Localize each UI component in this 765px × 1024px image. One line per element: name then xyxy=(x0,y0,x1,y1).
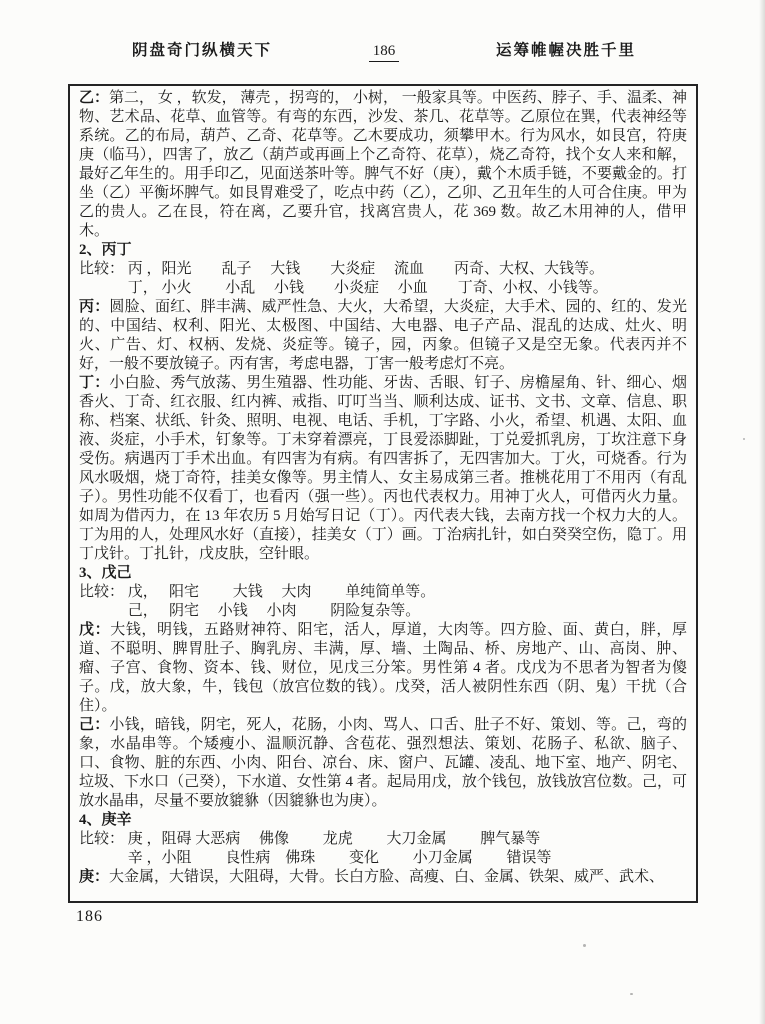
entry-ji-text: 小钱，暗钱，阴宅，死人，花肠，小肉、骂人、口舌、肚子不好、策划、等。己，弯的象，水晶串等。个矮瘦小、温顺沉静、含苞花、强烈想法、策划、花肠子、私欲、脑子、口、食物、脏的东西、小肉、阳台、凉台、床、窗户、瓦罐、凌乱、地下室、地产、阴宅、垃圾、下水口（己癸），下水道、女性第 4 者。起局用戊，放个钱包，放钱放宫位数。己，可放水晶串，尽量不要放貔貅（因貔貅也为庚）。 xyxy=(79,717,687,809)
entry-wu-text: 大钱，明钱，五路财神符、阳宅，活人，厚道，大肉等。四方脸、面、黄白，胖，厚道、不聪明、脾胃肚子、胸乳房、丰满，厚、墙、土陶品、桥、房地产、山、高岗、肿、瘤、子宫、食物、资本、钱、财位，见戊三分笨。男性第 4 者。戊戊为不思者为智者为傻子。戊，放大象，牛，钱包（放宫位数的钱）。戊癸，活人被阴性东西（阴、鬼）干扰（合住）。 xyxy=(79,622,687,714)
content-text xyxy=(70,86,696,887)
compare-ding-line: 丁， 小火 小乱 小钱 小炎症 小血 丁奇、小权、小钱等。 xyxy=(79,280,608,296)
entry-ding-label: 丁： xyxy=(79,375,110,391)
compare-wu-ji xyxy=(79,583,687,621)
compare-bing-ding-label: 比较： xyxy=(79,261,125,277)
compare-bing-line: 丙 ，阳光 乱子 大钱 大炎症 流血 丙奇、大权、大钱等。 xyxy=(124,261,605,277)
entry-ji-label: 己： xyxy=(79,717,110,733)
entry-bing xyxy=(79,298,687,374)
entry-yi xyxy=(79,89,687,241)
compare-geng-xin-label: 比较： xyxy=(79,831,125,847)
entry-geng-label: 庚： xyxy=(79,869,110,885)
entry-geng xyxy=(79,868,687,887)
compare-geng-line: 庚 ，阻碍 大恶病 佛像 龙虎 大刀金属 脾气暴等 xyxy=(124,831,541,847)
scan-edge-shade xyxy=(759,0,765,1024)
compare-xin-line: 辛 ，小阻 良性病 佛珠 变化 小刀金属 错误等 xyxy=(79,850,552,866)
entry-geng-text: 大金属，大错误，大阻碍，大骨。长白方脸、高瘦、白、金属、铁架、威严、武术、 xyxy=(109,869,665,885)
footer-page-number: 186 xyxy=(76,908,103,925)
section-heading-bing-ding: 2、丙丁 xyxy=(79,242,132,258)
content-frame xyxy=(68,84,698,903)
entry-ji xyxy=(79,716,687,811)
section-heading-geng-xin: 4、庚辛 xyxy=(79,812,132,828)
entry-bing-text: 圆脸、面红、胖丰满、威严性急、大火，大希望，大炎症，大手术、园的、红的、发光的、中国结、权利、阳光、太极图、中国结、大电器、电子产品、混乱的达成、灶火、明火、广告、灯、权柄、发烧、炎症等。镜子，园，丙象。但镜子又是空无象。代表丙并不好，一般不要放镜子。丙有害，考虑电器，丁害一般考虑灯不亮。 xyxy=(79,299,687,372)
header-right-title: 运筹帷幄决胜千里 xyxy=(495,42,636,59)
running-head xyxy=(68,38,700,62)
entry-bing-label: 丙： xyxy=(79,299,110,315)
entry-wu xyxy=(79,621,687,716)
header-left-title: 阴盘奇门纵横天下 xyxy=(132,42,273,59)
scan-speck xyxy=(743,438,745,440)
entry-ding xyxy=(79,374,687,564)
entry-yi-text: 第二， 女 ，软发， 薄壳 ，拐弯的， 小树， 一般家具等。中医药、脖子、手、温柔、神物、艺术品、花草、血管等。有弯的东西，沙发、茶几、花草等。乙原位在巽，代表神经等系统。乙的布局，葫芦、乙奇、花草等。乙木要成功，须攀甲木。行为风水，如艮宫，符庚庚（临马），四害了，放乙（葫芦或再画上个乙奇符、花草），烧乙奇符，找个女人来和解，最好乙年生的。用手印乙，见面送茶叶等。脾气不好（庚），戴个木质手链，不要戴金的。打坐（乙）平衡坏脾气。如艮胃难受了，吃点中药（乙），乙卯、乙丑年生的人可合住庚。甲为乙的贵人。乙在艮，符在离，乙要升官，找离宫贵人，花 369 数。故乙木用神的人，借甲木。 xyxy=(79,90,687,239)
compare-bing-ding xyxy=(79,260,687,298)
compare-wu-line: 戊， 阳宅 大钱 大肉 单纯简单等。 xyxy=(124,584,436,600)
header-page-number: 186 xyxy=(369,43,400,62)
scan-speck xyxy=(583,944,586,947)
compare-geng-xin xyxy=(79,830,687,868)
compare-ji-line: 己， 阴宅 小钱 小肉 阴险复杂等。 xyxy=(79,603,421,619)
section-heading-wu-ji: 3、戊己 xyxy=(79,565,132,581)
compare-wu-ji-label: 比较： xyxy=(79,584,125,600)
scan-speck xyxy=(630,993,633,995)
entry-yi-label: 乙： xyxy=(79,90,110,106)
entry-ding-text: 小白脸、秀气放荡、男生殖器、性功能、牙齿、舌眼、钉子、房檐屋角、针、细心、烟香火、丁奇、红衣服、红内裤、戒指、叮叮当当、顺利达成、证书、文书、文章、信息、职称、档案、状纸、针灸、照明、电视、电话、手机，丁字路、小火，希望、机遇、太阳、血液、炎症，小手术，钉象等。丁未穿着漂亮，丁艮爱添脚趾，丁兑爱抓乳房，丁坎注意下身受伤。病遇丙丁手术出血。有四害为有病。有四害拆了，无四害加大。丁火，可烧香。行为风水吸烟，烧丁奇符，挂美女像等。男主情人、女主易成第三者。推桃花用丁不用丙（有乱子）。男性功能不仅看丁，也看丙（强一些）。丙也代表权力。用神丁火人，可借丙火力量。如周为借丙力，在 13 年农历 5 月始写日记（丁）。丙代表大钱，去南方找一个权力大的人。丁为用的人，处理风水好（直接），挂美女（丁）画。丁治病扎针，如白癸癸空伤，隐丁。用丁戊针。丁扎针，戊皮肤，空针眼。 xyxy=(79,375,687,562)
entry-wu-label: 戊： xyxy=(79,622,111,638)
